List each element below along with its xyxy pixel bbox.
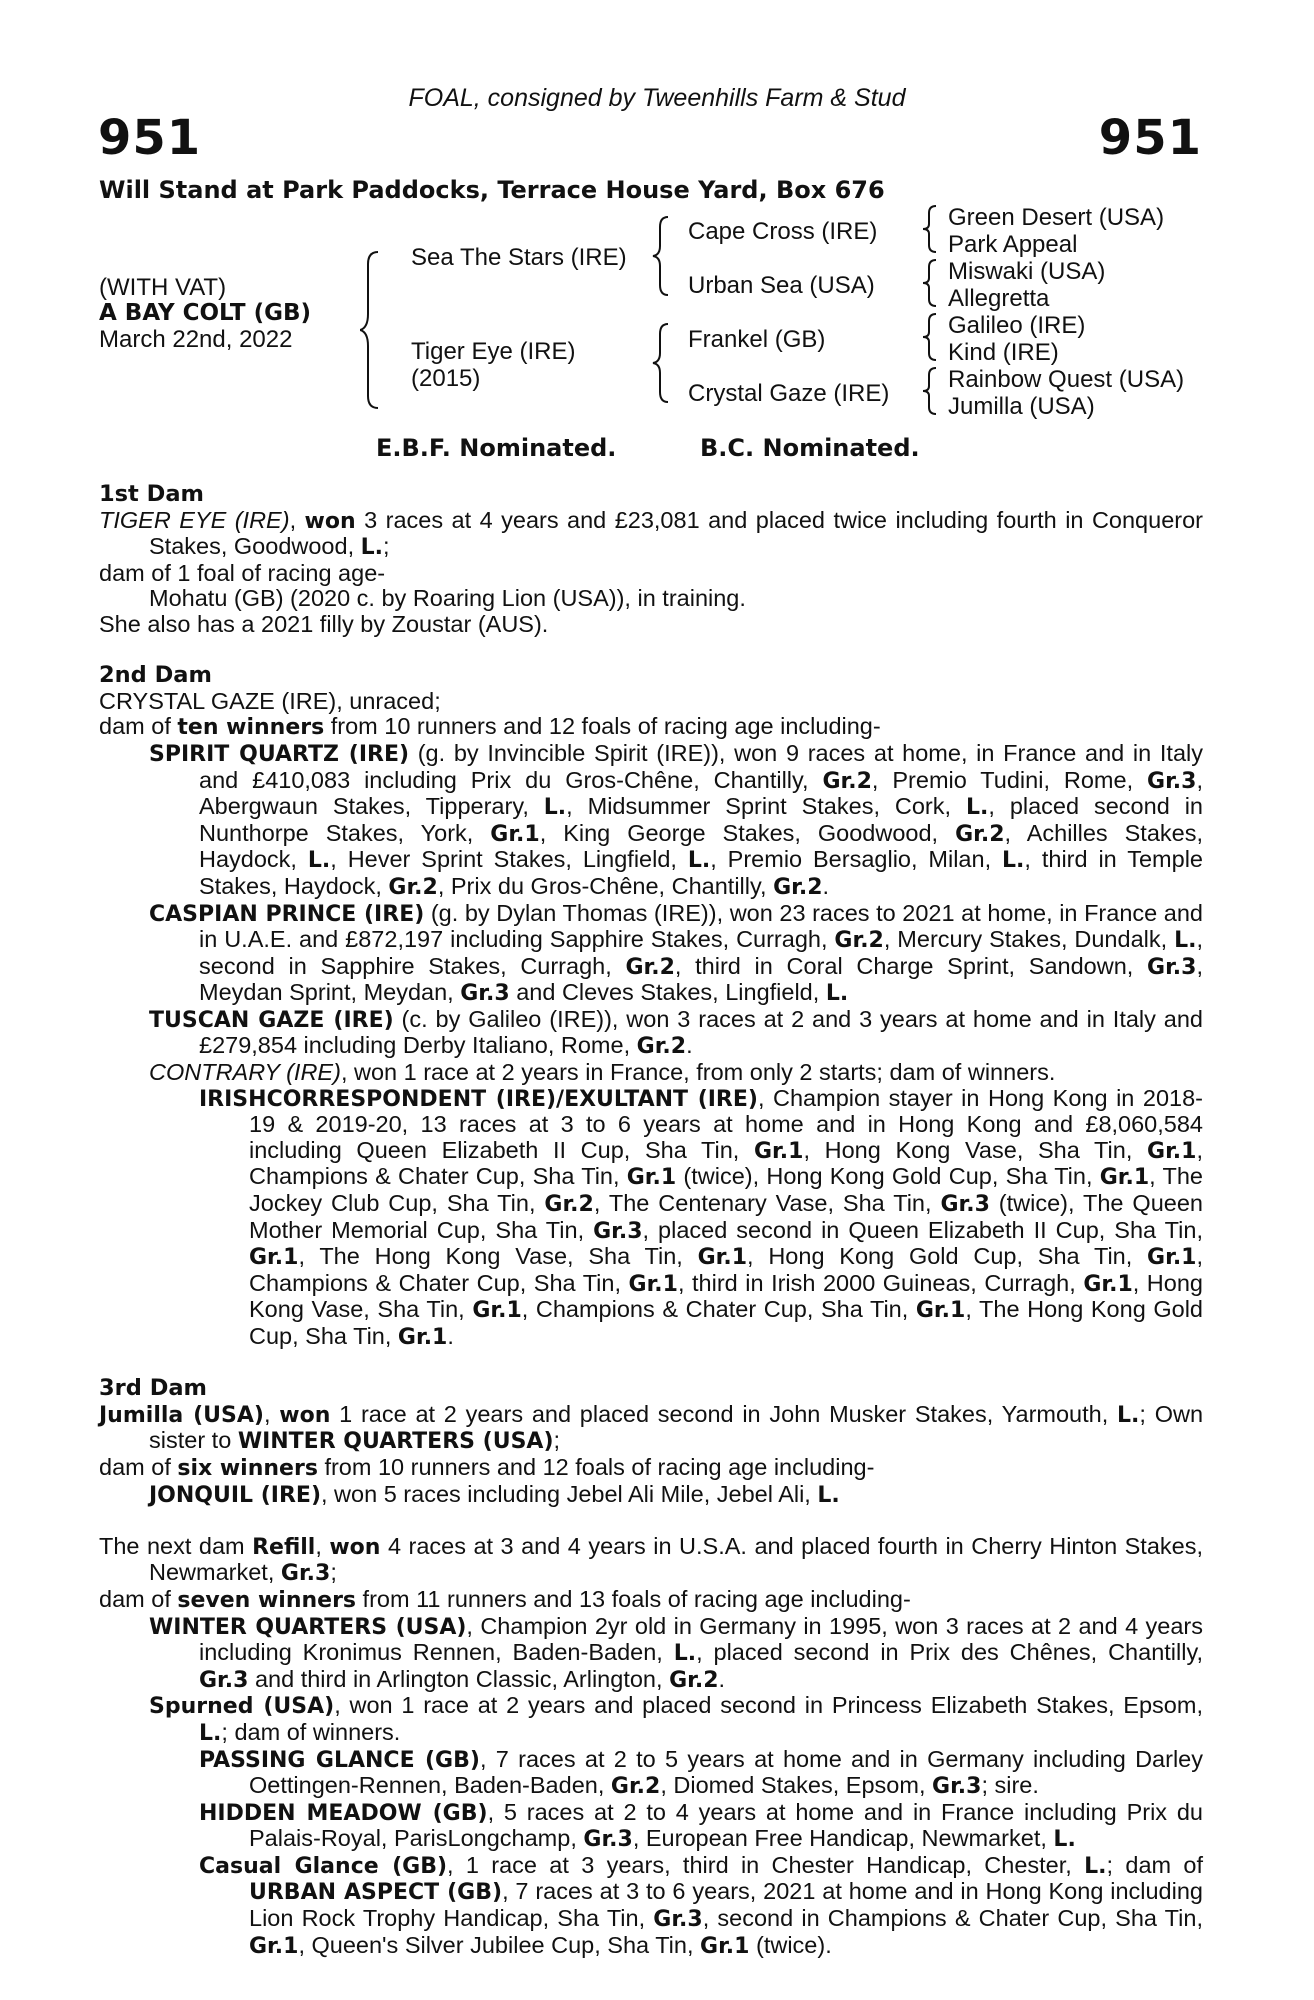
produce-passing-glance: PASSING GLANCE (GB), 7 races at 2 to 5 years at home and in Germany including Darley Oettingen-Rennen, Baden-Baden, Gr.2, Diomed Stakes, Epsom, Gr.3; sire. bbox=[199, 1745, 1203, 1800]
second-dam-record: CRYSTAL GAZE (IRE), unraced; bbox=[99, 687, 441, 714]
dam-year: (2015) bbox=[411, 365, 481, 392]
lot-number-left: 951 bbox=[98, 110, 202, 166]
produce-jonquil: JONQUIL (IRE), won 5 races including Jebel Ali Mile, Jebel Ali, L. bbox=[149, 1480, 840, 1508]
sire-sire: Cape Cross (IRE) bbox=[688, 218, 878, 245]
lot-number-right: 951 bbox=[1098, 110, 1202, 166]
pedigree-brace-sire bbox=[652, 215, 676, 297]
ebf-nomination: E.B.F. Nominated. bbox=[376, 434, 617, 462]
pedigree-brace-main bbox=[360, 250, 390, 410]
pedigree-brace-g78 bbox=[922, 366, 940, 416]
first-dam-heading: 1st Dam bbox=[99, 481, 204, 507]
fourth-dam-produce-intro: dam of seven winners from 11 runners and 13 foals of racing age including- bbox=[99, 1585, 911, 1613]
pedigree-brace-g34 bbox=[922, 258, 940, 308]
produce-tuscan-gaze: TUSCAN GAZE (IRE) (c. by Galileo (IRE)), won 3 races at 2 and 3 years at home and in Italy and £279,854 including Derby Italiano, Rome, Gr.2. bbox=[149, 1005, 1203, 1060]
produce-casual-glance: Casual Glance (GB), 1 race at 3 years, third in Chester Handicap, Chester, L.; dam of URBAN ASPECT (GB), 7 races at 3 to 6 years, 2021 at home and in Hong Kong including Lion Rock Trophy Handicap, Sha Tin, Gr.3, second in Champions & Chater Cup, Sha Tin, Gr.1, Queen's Silver Jubilee Cup, Sha Tin, Gr.1 (twice). bbox=[199, 1851, 1204, 1959]
fourth-dam-record: The next dam Refill, won 4 races at 3 and 4 years in U.S.A. and placed fourth in Cherry Hinton Stakes, Newmarket, Gr.3; bbox=[99, 1532, 1204, 1587]
produce-contrary: CONTRARY (IRE), won 1 race at 2 years in France, from only 2 starts; dam of winners. bbox=[149, 1059, 1056, 1086]
stand-location: Will Stand at Park Paddocks, Terrace House Yard, Box 676 bbox=[99, 176, 885, 204]
sire: Sea The Stars (IRE) bbox=[411, 244, 627, 271]
grand-ancestor-2: Park Appeal bbox=[948, 231, 1078, 258]
grand-ancestor-3: Miswaki (USA) bbox=[948, 258, 1106, 285]
dam-sire: Frankel (GB) bbox=[688, 326, 826, 353]
catalogue-body bbox=[99, 482, 1203, 1959]
first-dam-note: She also has a 2021 filly by Zoustar (AUS). bbox=[99, 610, 549, 637]
sire-dam: Urban Sea (USA) bbox=[688, 272, 875, 299]
pedigree-brace-g12 bbox=[922, 204, 940, 254]
produce-winter-quarters: WINTER QUARTERS (USA), Champion 2yr old in Germany in 1995, won 3 races at 2 and 4 years including Kronimus Rennen, Baden-Baden, L., placed second in Prix des Chênes, Chantilly, Gr.3 and third in Arlington Classic, Arlington, Gr.2. bbox=[149, 1612, 1203, 1693]
horse-name: A BAY COLT (GB) bbox=[99, 300, 312, 326]
produce-hidden-meadow: HIDDEN MEADOW (GB), 5 races at 2 to 4 years at home and in France including Prix du Palais-Royal, ParisLongchamp, Gr.3, European Free Handicap, Newmarket, L. bbox=[199, 1798, 1203, 1853]
grand-ancestor-5: Galileo (IRE) bbox=[948, 312, 1086, 339]
second-dam-heading: 2nd Dam bbox=[99, 662, 212, 689]
grand-ancestor-8: Jumilla (USA) bbox=[948, 393, 1095, 420]
pedigree-brace-dam bbox=[652, 322, 676, 404]
grand-ancestor-1: Green Desert (USA) bbox=[948, 204, 1165, 231]
produce-spurned: Spurned (USA), won 1 race at 2 years and placed second in Princess Elizabeth Stakes, Epsom, L.; dam of winners. bbox=[149, 1692, 1203, 1746]
produce-caspian-prince: CASPIAN PRINCE (IRE) (g. by Dylan Thomas (IRE)), won 23 races to 2021 at home, in France and in U.A.E. and £872,197 including Sapphire Stakes, Curragh, Gr.2, Mercury Stakes, Dundalk, L., second in Sapphire Stakes, Curragh, Gr.2, third in Coral Charge Sprint, Sandown, Gr.3, Meydan Sprint, Meydan, Gr.3 and Cleves Stakes, Lingfield, L. bbox=[149, 899, 1203, 1007]
first-dam-record: TIGER EYE (IRE), won 3 races at 4 years and £23,081 and placed twice including fourth in Conqueror Stakes, Goodwood, L.; bbox=[99, 506, 1203, 561]
dam: Tiger Eye (IRE) bbox=[411, 338, 576, 365]
third-dam-record: Jumilla (USA), won 1 race at 2 years and placed second in John Musker Stakes, Yarmouth, L.; Own sister to WINTER QUARTERS (USA); bbox=[99, 1400, 1204, 1455]
third-dam-heading: 3rd Dam bbox=[99, 1375, 207, 1402]
vat-note: (WITH VAT) bbox=[99, 274, 227, 301]
pedigree-brace-g56 bbox=[922, 312, 940, 362]
second-dam-produce-intro: dam of ten winners from 10 runners and 12 foals of racing age including- bbox=[99, 713, 881, 741]
foaling-date: March 22nd, 2022 bbox=[99, 326, 293, 353]
first-dam-produce-1: Mohatu (GB) (2020 c. by Roaring Lion (USA)), in training. bbox=[149, 585, 746, 612]
dam-dam: Crystal Gaze (IRE) bbox=[688, 380, 890, 407]
third-dam-produce-intro: dam of six winners from 10 runners and 12 foals of racing age including- bbox=[99, 1453, 875, 1481]
grand-ancestor-4: Allegretta bbox=[948, 285, 1050, 312]
grand-ancestor-7: Rainbow Quest (USA) bbox=[948, 366, 1185, 393]
bc-nomination: B.C. Nominated. bbox=[700, 434, 920, 462]
first-dam-produce-intro: dam of 1 foal of racing age- bbox=[99, 559, 386, 586]
produce-spirit-quartz: SPIRIT QUARTZ (IRE) (g. by Invincible Spirit (IRE)), won 9 races at home, in France and in Italy and £410,083 including Prix du Gros-Chêne, Chantilly, Gr.2, Premio Tudini, Rome, Gr.3, Abergwaun Stakes, Tipperary, L., Midsummer Sprint Stakes, Cork, L., placed second in Nunthorpe Stakes, York, Gr.1, King George Stakes, Goodwood, Gr.2, Achilles Stakes, Haydock, L., Hever Sprint Stakes, Lingfield, L., Premio Bersaglio, Milan, L., third in Temple Stakes, Haydock, Gr.2, Prix du Gros-Chêne, Chantilly, Gr.2. bbox=[149, 739, 1204, 900]
grand-ancestor-6: Kind (IRE) bbox=[948, 339, 1059, 366]
consignor-line: FOAL, consigned by Tweenhills Farm & Stud bbox=[408, 84, 906, 112]
produce-irishcorrespondent: IRISHCORRESPONDENT (IRE)/EXULTANT (IRE), Champion stayer in Hong Kong in 2018-19 & 2019-20, 13 races at 3 to 6 years at home and in Hong Kong and £8,060,584 including Queen Elizabeth II Cup, Sha Tin, Gr.1, Hong Kong Vase, Sha Tin, Gr.1, Champions & Chater Cup, Sha Tin, Gr.1 (twice), Hong Kong Gold Cup, Sha Tin, Gr.1, The Jockey Club Cup, Sha Tin, Gr.2, The Centenary Vase, Sha Tin, Gr.3 (twice), The Queen Mother Memorial Cup, Sha Tin, Gr.3, placed second in Queen Elizabeth II Cup, Sha Tin, Gr.1, The Hong Kong Vase, Sha Tin, Gr.1, Hong Kong Gold Cup, Sha Tin, Gr.1, Champions & Chater Cup, Sha Tin, Gr.1, third in Irish 2000 Guineas, Curragh, Gr.1, Hong Kong Vase, Sha Tin, Gr.1, Champions & Chater Cup, Sha Tin, Gr.1, The Hong Kong Gold Cup, Sha Tin, Gr.1. bbox=[199, 1084, 1204, 1350]
